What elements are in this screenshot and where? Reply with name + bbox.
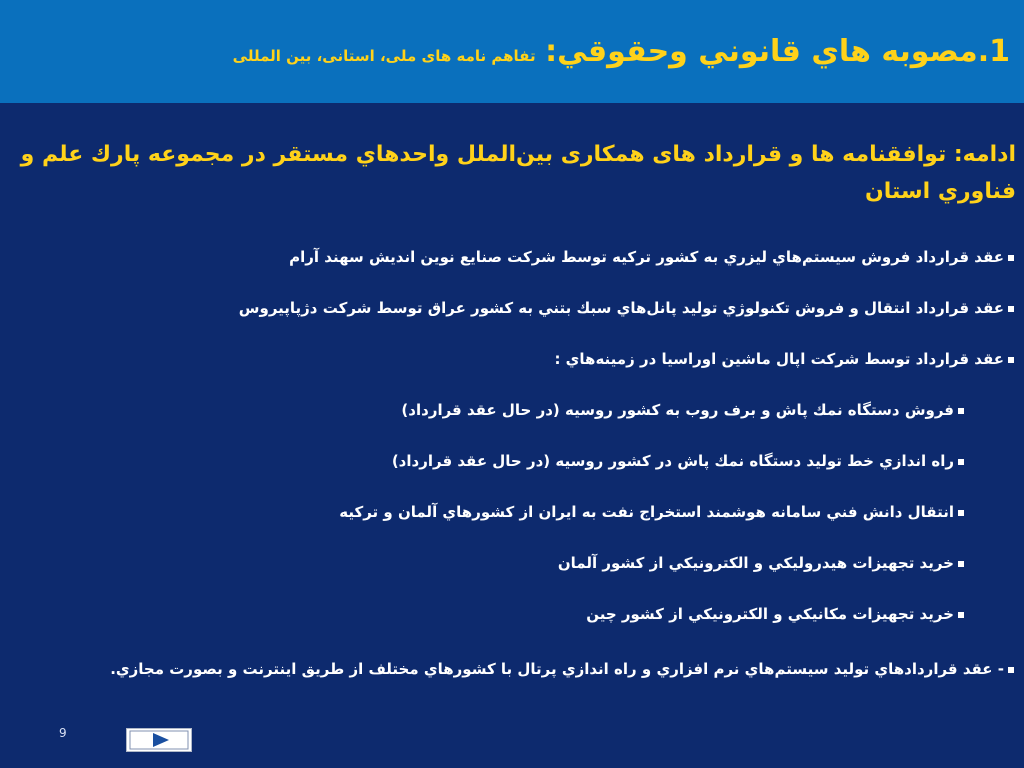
list-item-text: عقد قرارداد توسط شركت اپال ماشين اوراسيا در زمينه‌هاي : (554, 350, 1004, 368)
header-title-line (233, 34, 1010, 69)
list-item (289, 248, 1014, 266)
sub-list-item (401, 401, 964, 419)
sub-list-item (558, 554, 964, 572)
sub-list-item (339, 503, 964, 521)
square-bullet-icon (958, 459, 964, 465)
square-bullet-icon (1008, 357, 1014, 363)
list-item-text: عقد قرارداد فروش سيستم‌هاي ليزري به كشور تركيه توسط شركت صنايع نوين انديش سهند آرام (289, 248, 1004, 266)
list-item-wrapped (9, 641, 1014, 698)
square-bullet-icon (1008, 306, 1014, 312)
sub-list-item (586, 605, 964, 623)
page-number: 9 (59, 726, 67, 740)
slide-title: 1.مصوبه هاي قانوني وحقوقي: (545, 34, 1010, 69)
slide-subtitle: تفاهم نامه های ملی، استانی، بین المللی (232, 47, 536, 65)
list-item-text: فروش دستگاه نمك پاش و برف روب به كشور روسيه (در حال عقد قرارداد) (401, 401, 954, 419)
list-item-text: خريد تجهيزات مكانيكي و الكترونيكي از كشور چين (586, 605, 954, 623)
square-bullet-icon (1008, 667, 1014, 673)
list-item-text: انتقال دانش فني سامانه هوشمند استخراج نفت به ايران از كشورهاي آلمان و تركيه (339, 503, 954, 521)
list-item-text: راه اندازي خط توليد دستگاه نمك پاش در كشور روسيه (در حال عقد قرارداد) (391, 452, 954, 470)
list-item-text: - عقد قراردادهاي توليد سيستم‌هاي نرم افزاري و راه اندازي پرتال با كشورهاي مختلف از طريق اينترنت و بصورت مجازي. (110, 660, 1004, 678)
next-slide-button[interactable] (126, 728, 192, 752)
square-bullet-icon (958, 510, 964, 516)
square-bullet-icon (1008, 255, 1014, 261)
list-item-text: خريد تجهيزات هيدروليكي و الكترونيكي از كشور آلمان (557, 554, 954, 572)
square-bullet-icon (958, 612, 964, 618)
square-bullet-icon (958, 561, 964, 567)
section-heading: ادامه: توافقنامه ها و قرارداد های همکاری بین‌الملل واحدهاي مستقر در مجموعه پارك علم و فناوري استان (20, 142, 1016, 204)
list-item (554, 350, 1014, 368)
square-bullet-icon (958, 408, 964, 414)
slide-header (0, 0, 1024, 103)
sub-list-item (392, 452, 964, 470)
play-triangle-icon (127, 729, 191, 751)
list-item-text: عقد قرارداد انتقال و فروش تكنولوژي توليد پانل‌هاي سبك بتني به كشور عراق توسط شركت دژپاپيروس (238, 299, 1004, 317)
list-item (239, 299, 1014, 317)
